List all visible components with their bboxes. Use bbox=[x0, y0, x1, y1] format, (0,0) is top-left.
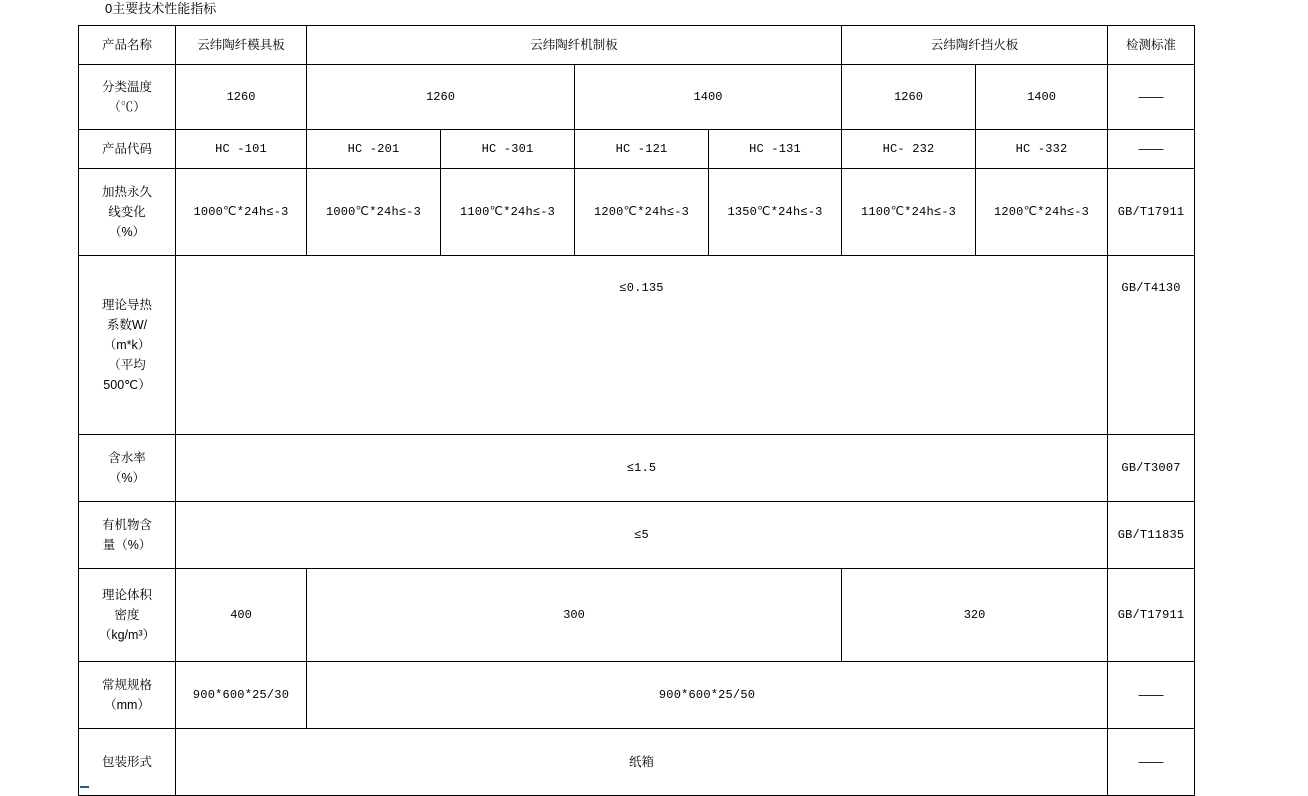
cell-density-standard: GB/T17911 bbox=[1108, 569, 1195, 662]
cell-plc-1: 1000℃*24h≤-3 bbox=[176, 169, 307, 256]
cell-temp-fire-1260: 1260 bbox=[842, 65, 976, 130]
cell-organic-value: ≤5 bbox=[176, 502, 1108, 569]
cell-temp-machine-1260: 1260 bbox=[307, 65, 575, 130]
table-row-header bbox=[79, 26, 1195, 65]
table-row-organic-content bbox=[79, 502, 1195, 569]
cell-plc-2: 1000℃*24h≤-3 bbox=[307, 169, 441, 256]
label-line-3: （m*k） bbox=[103, 338, 151, 352]
label-organic-content bbox=[79, 502, 176, 569]
label-line-1: 加热永久 bbox=[101, 185, 152, 199]
cell-size-others: 900*600*25/50 bbox=[307, 662, 1108, 729]
cell-temp-fire-1400: 1400 bbox=[976, 65, 1108, 130]
cell-organic-standard: GB/T11835 bbox=[1108, 502, 1195, 569]
label-packaging: 包装形式 bbox=[79, 729, 176, 796]
cell-plc-4: 1200℃*24h≤-3 bbox=[575, 169, 709, 256]
header-machine-board: 云纬陶纤机制板 bbox=[307, 26, 842, 65]
label-bulk-density bbox=[79, 569, 176, 662]
table-row-packaging bbox=[79, 729, 1195, 796]
cell-thermal-conductivity-value: ≤0.135 bbox=[176, 256, 1108, 435]
page-title: 0主要技术性能指标 bbox=[105, 1, 217, 16]
cell-plc-3: 1100℃*24h≤-3 bbox=[441, 169, 575, 256]
spec-table bbox=[78, 25, 1195, 796]
label-permanent-linear-change bbox=[79, 169, 176, 256]
table-row-product-code bbox=[79, 130, 1195, 169]
cell-moisture-standard: GB/T3007 bbox=[1108, 435, 1195, 502]
cell-density-320: 320 bbox=[842, 569, 1108, 662]
header-fire-board: 云纬陶纤挡火板 bbox=[842, 26, 1108, 65]
header-product-name: 产品名称 bbox=[79, 26, 176, 65]
label-line-2: 线变化 bbox=[108, 205, 146, 219]
label-thermal-conductivity bbox=[79, 256, 176, 435]
label-line-1: 理论导热 bbox=[101, 298, 152, 312]
label-product-code: 产品代码 bbox=[79, 130, 176, 169]
cell-packaging-standard: —— bbox=[1108, 729, 1195, 796]
label-line-1: 有机物含 bbox=[101, 518, 152, 532]
label-line-2: 系数W/ bbox=[106, 318, 148, 332]
label-line-2: 密度 bbox=[114, 608, 140, 622]
label-standard-size bbox=[79, 662, 176, 729]
table-row-moisture-content bbox=[79, 435, 1195, 502]
cell-temp-mould: 1260 bbox=[176, 65, 307, 130]
cell-code-232: HC- 232 bbox=[842, 130, 976, 169]
cell-size-standard: —— bbox=[1108, 662, 1195, 729]
cell-code-131: HC -131 bbox=[709, 130, 842, 169]
cell-plc-5: 1350℃*24h≤-3 bbox=[709, 169, 842, 256]
label-line-1: 分类温度 bbox=[101, 80, 152, 94]
cell-temp-standard: —— bbox=[1108, 65, 1195, 130]
label-line-2: （mm） bbox=[104, 698, 150, 712]
cell-moisture-value: ≤1.5 bbox=[176, 435, 1108, 502]
table-row-permanent-linear-change bbox=[79, 169, 1195, 256]
label-line-1: 常规规格 bbox=[101, 678, 152, 692]
cell-code-standard: —— bbox=[1108, 130, 1195, 169]
label-line-2: （℃） bbox=[108, 100, 146, 114]
cell-code-332: HC -332 bbox=[976, 130, 1108, 169]
label-line-1: 含水率 bbox=[108, 451, 146, 465]
cell-density-300: 300 bbox=[307, 569, 842, 662]
label-line-4: （平均 bbox=[108, 358, 146, 372]
cell-code-301: HC -301 bbox=[441, 130, 575, 169]
cell-size-mould: 900*600*25/30 bbox=[176, 662, 307, 729]
table-row-standard-size bbox=[79, 662, 1195, 729]
table-row-classification-temperature bbox=[79, 65, 1195, 130]
spec-table-container bbox=[78, 25, 1194, 796]
cell-code-201: HC -201 bbox=[307, 130, 441, 169]
label-line-1: 理论体积 bbox=[101, 588, 152, 602]
cell-thermal-conductivity-standard: GB/T4130 bbox=[1108, 256, 1195, 435]
cell-code-101: HC -101 bbox=[176, 130, 307, 169]
label-classification-temperature bbox=[79, 65, 176, 130]
cell-temp-machine-1400: 1400 bbox=[575, 65, 842, 130]
header-mould-board: 云纬陶纤模具板 bbox=[176, 26, 307, 65]
label-line-5: 500℃） bbox=[103, 378, 151, 392]
cell-plc-7: 1200℃*24h≤-3 bbox=[976, 169, 1108, 256]
cell-code-121: HC -121 bbox=[575, 130, 709, 169]
label-line-3: （kg/m³） bbox=[98, 628, 156, 642]
cell-plc-standard: GB/T17911 bbox=[1108, 169, 1195, 256]
cell-packaging-value: 纸箱 bbox=[176, 729, 1108, 796]
table-row-thermal-conductivity bbox=[79, 256, 1195, 435]
header-test-standard: 检测标准 bbox=[1108, 26, 1195, 65]
table-row-bulk-density bbox=[79, 569, 1195, 662]
label-line-2: 量（%） bbox=[102, 538, 152, 552]
label-line-2: （%） bbox=[108, 471, 146, 485]
label-line-3: （%） bbox=[108, 225, 146, 239]
cell-plc-6: 1100℃*24h≤-3 bbox=[842, 169, 976, 256]
label-moisture-content bbox=[79, 435, 176, 502]
text-cursor bbox=[80, 786, 89, 788]
cell-density-400: 400 bbox=[176, 569, 307, 662]
